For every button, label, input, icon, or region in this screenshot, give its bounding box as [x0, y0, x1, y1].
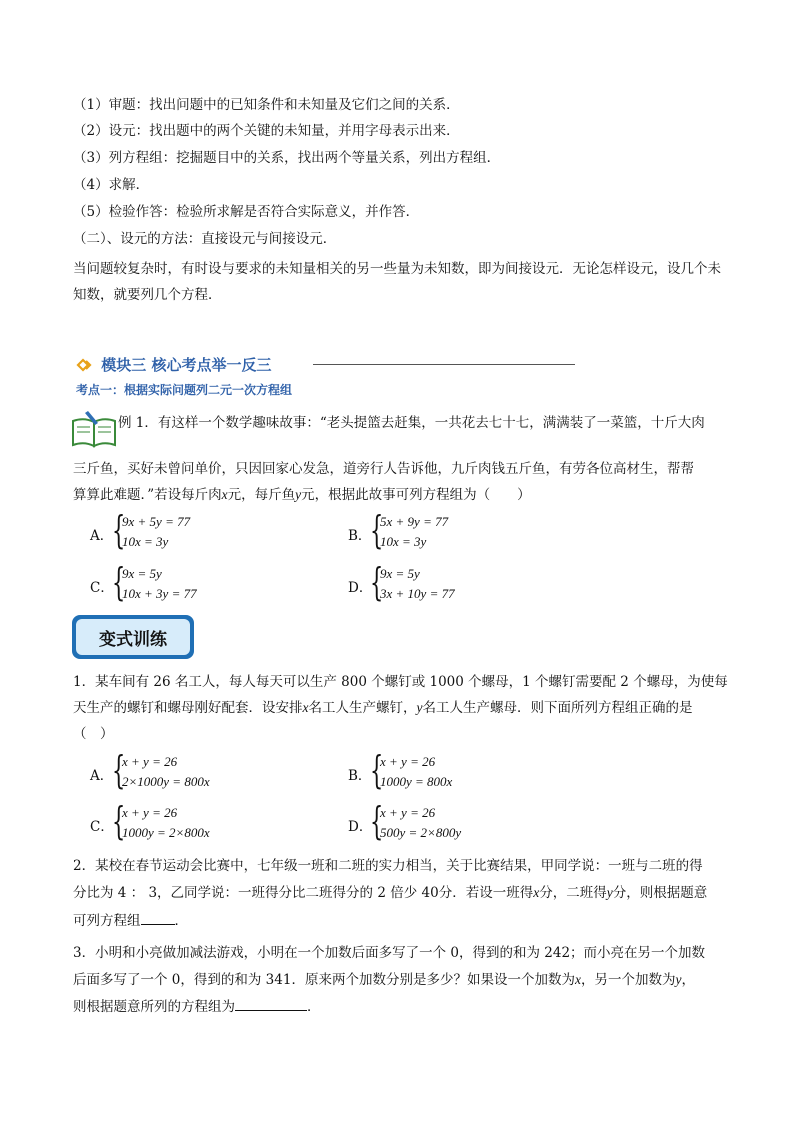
example-line-3: 算算此难题．”若设每斤肉x元，每斤鱼y元，根据此故事可列方程组为（ ） — [73, 487, 531, 503]
kaodian-title: 考点一：根据实际问题列二元一次方程组 — [76, 383, 293, 397]
training-title: 变式训练 — [76, 619, 190, 655]
q3-line-3: 则根据题意所列的方程组为 ． — [73, 996, 733, 1017]
example-line-2: 三斤鱼，买好未曾问单价，只因回家心发急，道旁行人告诉他，九斤肉钱五斤鱼，有劳各位高材生，帮帮 — [73, 461, 694, 477]
training-banner — [72, 615, 194, 659]
module-title: 模块三 核心考点举一反三 — [101, 356, 272, 374]
open-book-icon — [70, 409, 120, 449]
q2-line-1: 2．某校在春节运动会比赛中，七年级一班和二班的实力相当，关于比赛结果，甲同学说：一班与二班的得 — [73, 858, 703, 874]
q2-line-2: 分比为 4 ： 3，乙同学说：一班得分比二班得分的 2 倍少 40分．若设一班得x分，二班得y分，则根据题意 — [73, 885, 708, 901]
method-note: 当问题较复杂时，有时设与要求的未知量相关的另一些量为未知数，即为间接设元．无论怎样设元，设几个未知数，就要列几个方程． — [73, 261, 721, 303]
q2-line-3: 可列方程组 ． — [73, 910, 733, 931]
method-heading: （二）、设元的方法：直接设元与间接设元． — [73, 231, 337, 247]
step-4: （4）求解． — [73, 177, 150, 193]
diamond-chevrons-icon — [76, 358, 96, 376]
step-5: （5）检验作答：检验所求解是否符合实际意义，并作答． — [73, 204, 420, 220]
q1-line-1: 1．某车间有 26 名工人，每人每天可以生产 800 个螺钉或 1000 个螺母，1 个螺钉需要配 2 个螺母，为使每 — [73, 674, 728, 690]
q3-line-1: 3．小明和小亮做加减法游戏，小明在一个加数后面多写了一个 0，得到的和为 242；而小亮在另一个加数 — [73, 945, 706, 961]
q3-answer-blank[interactable] — [235, 996, 307, 1011]
example-line-1: 例 1．有这样一个数学趣味故事：“老头提篮去赶集，一共花去七十七，满满装了一菜篮，十斤大肉 — [118, 415, 705, 431]
step-1: （1）审题：找出问题中的已知条件和未知量及它们之间的关系． — [73, 97, 460, 113]
module-header — [76, 354, 271, 376]
q1-line-3: （ ） — [73, 726, 114, 742]
q2-answer-blank[interactable] — [141, 910, 175, 925]
step-3: （3）列方程组：挖掘题目中的关系，找出两个等量关系，列出方程组． — [73, 150, 501, 166]
step-2: （2）设元：找出题中的两个关键的未知量，并用字母表示出来． — [73, 123, 460, 139]
module-divider — [313, 364, 575, 365]
q1-line-2: 天生产的螺钉和螺母刚好配套．设安排x名工人生产螺钉，y名工人生产螺母．则下面所列方程组正确的是 — [73, 700, 693, 716]
q3-line-2: 后面多写了一个 0，得到的和为 341．原来两个加数分别是多少？如果设一个加数为x，另一个加数为y， — [73, 972, 695, 988]
